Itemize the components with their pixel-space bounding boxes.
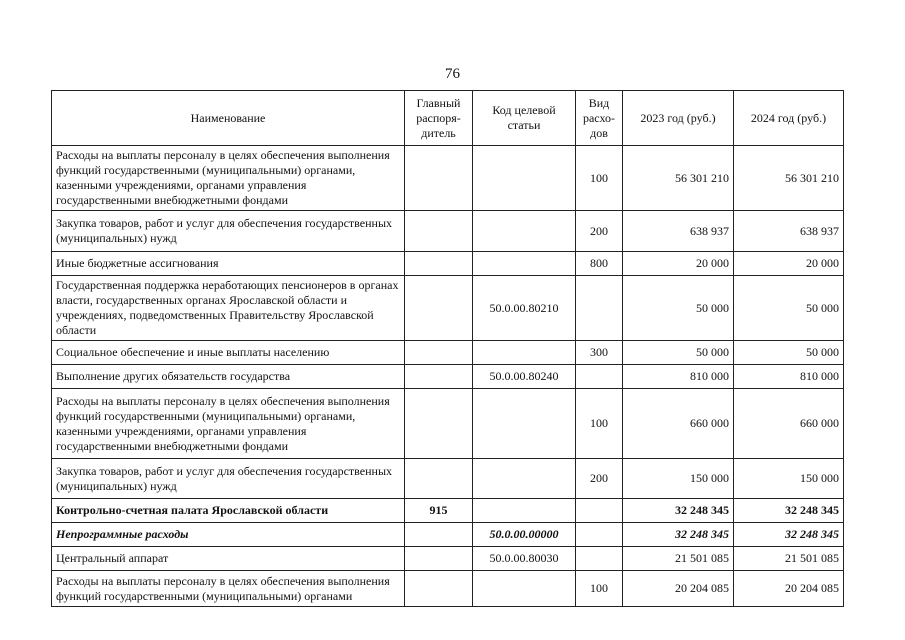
- row-code: [473, 499, 576, 523]
- row-2023: 50 000: [623, 276, 734, 341]
- row-code: [473, 571, 576, 607]
- table-row: [52, 146, 844, 211]
- row-code: [473, 211, 576, 252]
- table-row: [52, 365, 844, 389]
- row-name: Непрограммные расходы: [52, 523, 405, 547]
- row-code: [473, 341, 576, 365]
- table-row: [52, 499, 844, 523]
- row-2023: 56 301 210: [623, 146, 734, 211]
- row-2024: 32 248 345: [734, 523, 844, 547]
- row-type: 800: [576, 252, 623, 276]
- row-type: [576, 365, 623, 389]
- budget-table: [51, 90, 844, 607]
- row-type: 100: [576, 571, 623, 607]
- header-chief: Главный распоря-дитель: [405, 91, 473, 146]
- header-2024: 2024 год (руб.): [734, 91, 844, 146]
- row-chief: [405, 459, 473, 499]
- row-chief: [405, 341, 473, 365]
- row-name: Центральный аппарат: [52, 547, 405, 571]
- row-type: 300: [576, 341, 623, 365]
- row-name: Расходы на выплаты персоналу в целях обеспечения выполнения функций государственными (муниципальными) органами, казенными учреждениями, органами управления государственными внебюджетными фондами: [52, 389, 405, 459]
- row-name: Закупка товаров, работ и услуг для обеспечения государственных (муниципальных) нужд: [52, 459, 405, 499]
- row-type: 100: [576, 146, 623, 211]
- row-2024: 20 000: [734, 252, 844, 276]
- row-2023: 638 937: [623, 211, 734, 252]
- row-2023: 50 000: [623, 341, 734, 365]
- row-chief: [405, 389, 473, 459]
- row-code: 50.0.00.00000: [473, 523, 576, 547]
- table-row: [52, 571, 844, 607]
- table-row: [52, 523, 844, 547]
- row-type: [576, 547, 623, 571]
- row-name: Контрольно-счетная палата Ярославской области: [52, 499, 405, 523]
- row-chief: [405, 252, 473, 276]
- row-code: [473, 389, 576, 459]
- row-type: 100: [576, 389, 623, 459]
- header-2023: 2023 год (руб.): [623, 91, 734, 146]
- row-code: 50.0.00.80030: [473, 547, 576, 571]
- row-code: 50.0.00.80210: [473, 276, 576, 341]
- row-2023: 20 000: [623, 252, 734, 276]
- row-chief: [405, 547, 473, 571]
- row-type: [576, 523, 623, 547]
- table-row: [52, 547, 844, 571]
- row-2023: 32 248 345: [623, 499, 734, 523]
- row-2024: 810 000: [734, 365, 844, 389]
- table-row: [52, 459, 844, 499]
- table-row: [52, 211, 844, 252]
- header-name: Наименование: [52, 91, 405, 146]
- row-chief: [405, 276, 473, 341]
- row-2024: 660 000: [734, 389, 844, 459]
- table-header-row: [52, 91, 844, 146]
- row-name: Закупка товаров, работ и услуг для обеспечения государственных (муниципальных) нужд: [52, 211, 405, 252]
- row-chief: 915: [405, 499, 473, 523]
- table-row: [52, 341, 844, 365]
- row-2023: 150 000: [623, 459, 734, 499]
- row-code: [473, 459, 576, 499]
- row-2024: 50 000: [734, 341, 844, 365]
- row-chief: [405, 571, 473, 607]
- row-name: Социальное обеспечение и иные выплаты населению: [52, 341, 405, 365]
- row-name: Иные бюджетные ассигнования: [52, 252, 405, 276]
- row-chief: [405, 523, 473, 547]
- row-type: 200: [576, 211, 623, 252]
- row-2024: 56 301 210: [734, 146, 844, 211]
- row-code: [473, 252, 576, 276]
- row-2024: 50 000: [734, 276, 844, 341]
- table-row: [52, 252, 844, 276]
- page-number: 76: [445, 66, 460, 82]
- table-row: [52, 389, 844, 459]
- row-2024: 20 204 085: [734, 571, 844, 607]
- row-chief: [405, 146, 473, 211]
- row-2023: 810 000: [623, 365, 734, 389]
- row-2023: 20 204 085: [623, 571, 734, 607]
- row-name: Расходы на выплаты персоналу в целях обеспечения выполнения функций государственными (муниципальными) органами: [52, 571, 405, 607]
- row-2023: 21 501 085: [623, 547, 734, 571]
- row-2024: 21 501 085: [734, 547, 844, 571]
- row-2023: 32 248 345: [623, 523, 734, 547]
- row-type: [576, 276, 623, 341]
- header-type: Вид расхо-дов: [576, 91, 623, 146]
- row-code: 50.0.00.80240: [473, 365, 576, 389]
- row-2023: 660 000: [623, 389, 734, 459]
- row-2024: 32 248 345: [734, 499, 844, 523]
- header-code: Код целевой статьи: [473, 91, 576, 146]
- row-name: Государственная поддержка неработающих пенсионеров в органах власти, государственных органах Ярославской области и учреждениях, подведомственных Правительству Ярославской области: [52, 276, 405, 341]
- table-row: [52, 276, 844, 341]
- row-chief: [405, 211, 473, 252]
- row-type: 200: [576, 459, 623, 499]
- row-code: [473, 146, 576, 211]
- row-chief: [405, 365, 473, 389]
- row-2024: 638 937: [734, 211, 844, 252]
- row-name: Выполнение других обязательств государства: [52, 365, 405, 389]
- row-name: Расходы на выплаты персоналу в целях обеспечения выполнения функций государственными (муниципальными) органами, казенными учреждениями, органами управления государственными внебюджетными фондами: [52, 146, 405, 211]
- row-2024: 150 000: [734, 459, 844, 499]
- row-type: [576, 499, 623, 523]
